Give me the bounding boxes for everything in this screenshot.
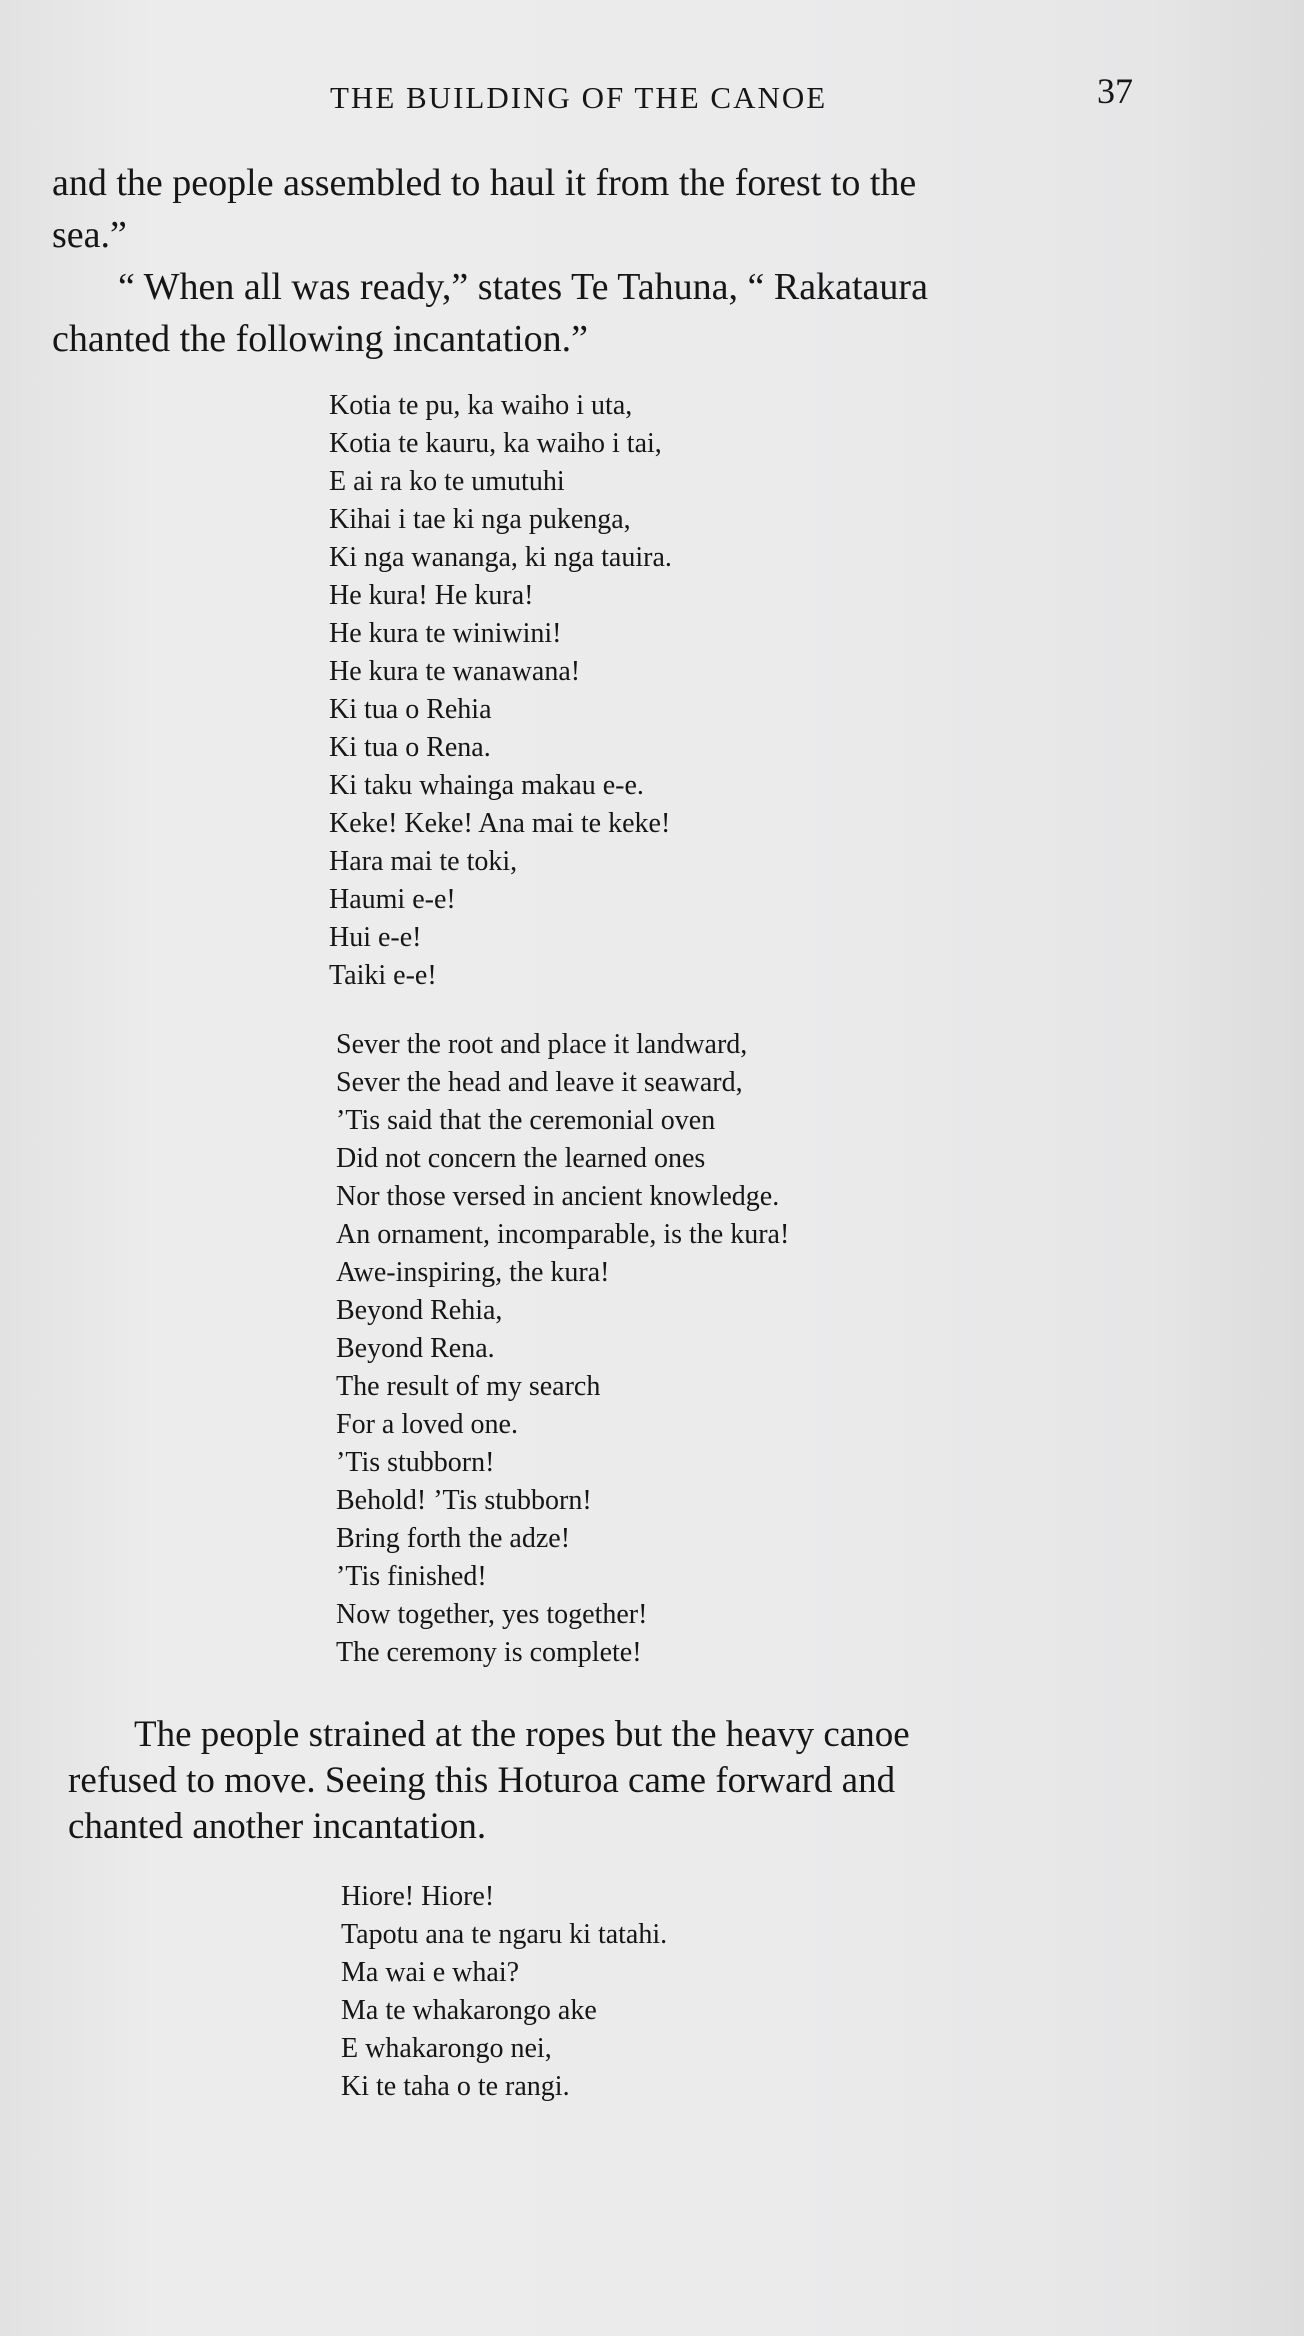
verse-line: Kotia te kauru, ka waiho i tai, — [329, 428, 662, 459]
verse-line: The ceremony is complete! — [336, 1637, 642, 1668]
verse-line: Ma te whakarongo ake — [341, 1995, 597, 2026]
verse-line: ’Tis stubborn! — [336, 1447, 495, 1478]
text-line: “ When all was ready,” states Te Tahuna, “ Rakataura — [118, 266, 928, 308]
verse-line: For a loved one. — [336, 1409, 518, 1440]
text-line: sea.” — [52, 214, 127, 256]
verse-line: Ki te taha o te rangi. — [341, 2071, 570, 2102]
verse-line: Ki tua o Rena. — [329, 732, 491, 763]
second-incantation — [341, 1878, 667, 2106]
text-line: and the people assembled to haul it from the forest to the — [52, 162, 917, 204]
verse-line: He kura te wanawana! — [329, 656, 581, 687]
incantation-english — [336, 1026, 789, 1672]
verse-line: Kotia te pu, ka waiho i uta, — [329, 390, 633, 421]
text-line: The people strained at the ropes but the heavy canoe — [134, 1714, 910, 1755]
verse-line: Beyond Rena. — [336, 1333, 495, 1364]
verse-line: He kura te winiwini! — [329, 618, 562, 649]
verse-line: He kura! He kura! — [329, 580, 534, 611]
verse-line: Beyond Rehia, — [336, 1295, 503, 1326]
verse-line: Nor those versed in ancient knowledge. — [336, 1181, 780, 1212]
page-number: 37 — [1097, 71, 1133, 111]
text-line: chanted another incantation. — [68, 1806, 487, 1847]
running-head: THE BUILDING OF THE CANOE — [330, 80, 828, 115]
verse-line: Did not concern the learned ones — [336, 1143, 706, 1174]
verse-line: Sever the root and place it landward, — [336, 1029, 748, 1060]
verse-line: Bring forth the adze! — [336, 1523, 571, 1554]
quote-paragraph — [52, 261, 1152, 365]
verse-line: An ornament, incomparable, is the kura! — [336, 1219, 790, 1250]
verse-line: Awe-inspiring, the kura! — [336, 1257, 610, 1288]
verse-line: Hui e-e! — [329, 922, 422, 953]
verse-line: Ma wai e whai? — [341, 1957, 520, 1988]
verse-line: Now together, yes together! — [336, 1599, 648, 1630]
verse-line: The result of my search — [336, 1371, 601, 1402]
verse-line: Sever the head and leave it seaward, — [336, 1067, 743, 1098]
verse-line: Ki taku whainga makau e-e. — [329, 770, 644, 801]
narrative-paragraph — [68, 1712, 1178, 1850]
verse-line: ’Tis finished! — [336, 1561, 487, 1592]
verse-line: E whakarongo nei, — [341, 2033, 552, 2064]
verse-line: ’Tis said that the ceremonial oven — [336, 1105, 716, 1136]
intro-paragraph — [52, 157, 1152, 261]
verse-line: Kihai i tae ki nga pukenga, — [329, 504, 631, 535]
text-line: refused to move. Seeing this Hoturoa came forward and — [68, 1760, 896, 1801]
verse-line: Taiki e-e! — [329, 960, 437, 991]
verse-line: Tapotu ana te ngaru ki tatahi. — [341, 1919, 668, 1950]
verse-line: Ki tua o Rehia — [329, 694, 492, 725]
verse-line: Ki nga wananga, ki nga tauira. — [329, 542, 672, 573]
verse-line: Behold! ’Tis stubborn! — [336, 1485, 592, 1516]
incantation-maori — [329, 387, 672, 995]
verse-line: E ai ra ko te umutuhi — [329, 466, 565, 497]
verse-line: Keke! Keke! Ana mai te keke! — [329, 808, 671, 839]
verse-line: Hiore! Hiore! — [341, 1881, 495, 1912]
verse-line: Haumi e-e! — [329, 884, 456, 915]
verse-line: Hara mai te toki, — [329, 846, 518, 877]
text-line: chanted the following incantation.” — [52, 318, 589, 360]
